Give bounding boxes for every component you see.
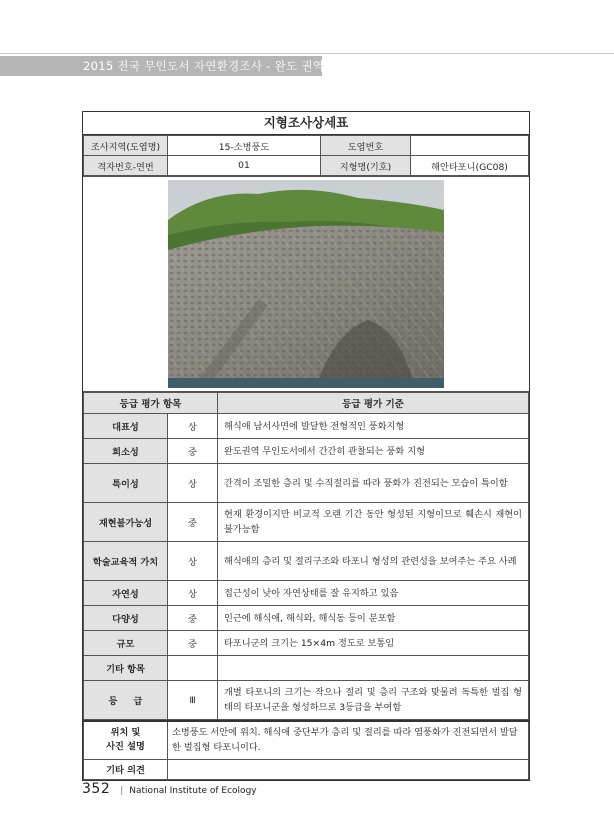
meta-row [84,136,529,156]
meta-table [83,135,529,176]
criteria-row [84,581,529,606]
photo-cell [83,176,529,392]
criteria-text: 간격이 조밀한 층리 및 수직절리를 따라 풍화가 진전되는 모습이 특이함 [218,464,529,503]
criteria-row [84,542,529,581]
page-footer [82,781,257,797]
other-row [84,759,529,779]
criteria-item-header: 등급 평가 항목 [84,393,218,414]
criteria-text: 개별 타포니의 크기는 작으나 절리 및 층리 구조와 맞물려 독특한 벌집 형태의 타포니군을 형성하므로 3등급을 부여함 [218,681,529,720]
criteria-grade: 상 [168,464,218,503]
footer-separator: | [120,786,124,796]
location-table [83,720,529,780]
criteria-row [84,464,529,503]
location-row [84,721,529,759]
survey-area-label: 조사지역(도엽명) [84,136,168,156]
criteria-row [84,606,529,631]
criteria-row [84,414,529,439]
landform-label: 지형명(기호) [321,156,411,176]
location-text: 소병풍도 서안에 위치. 해식애 중단부가 층리 및 절리를 따라 염풍화가 진전되면서 발달한 벌집형 타포니이다. [168,721,529,759]
criteria-row [84,631,529,656]
criteria-text: 해식애 남서사면에 발달한 전형적인 풍화지형 [218,414,529,439]
criteria-row-grade [84,681,529,720]
criteria-name: 특이성 [84,464,168,503]
criteria-grade: 중 [168,606,218,631]
criteria-grade [168,656,218,681]
criteria-name: 재현불가능성 [84,503,168,542]
other-label: 기타 의견 [84,759,168,779]
criteria-row [84,439,529,464]
map-no-value [411,136,529,156]
criteria-row [84,656,529,681]
criteria-name: 다양성 [84,606,168,631]
criteria-text: 완도권역 무인도서에서 간간히 관찰되는 풍화 지형 [218,439,529,464]
map-no-label: 도엽번호 [321,136,411,156]
criteria-grade: 상 [168,581,218,606]
criteria-grade: 중 [168,503,218,542]
tafoni-cliff-photo [168,180,444,388]
criteria-text: 접근성이 낮아 자연상태를 잘 유지하고 있음 [218,581,529,606]
criteria-grade: 중 [168,631,218,656]
criteria-text: 타포니군의 크기는 15×4m 정도로 보통임 [218,631,529,656]
criteria-text: 인근에 해식애, 해식와, 해식동 등이 분포함 [218,606,529,631]
criteria-standard-header: 등급 평가 기준 [218,393,529,414]
meta-row [84,156,529,176]
criteria-name: 자연성 [84,581,168,606]
header-rule [0,53,614,54]
header-band-gap [322,56,614,76]
criteria-name: 희소성 [84,439,168,464]
criteria-name: 등 급 [84,681,168,720]
criteria-grade: 상 [168,542,218,581]
criteria-grade: 중 [168,439,218,464]
footer-org: National Institute of Ecology [129,786,257,796]
criteria-header-row [84,393,529,414]
criteria-row [84,503,529,542]
grid-value: 01 [168,156,321,176]
criteria-text: 해식애의 층리 및 절리구조와 타포니 형성의 관련성을 보여주는 주요 사례 [218,542,529,581]
survey-area-value: 15-소병풍도 [168,136,321,156]
criteria-name: 기타 항목 [84,656,168,681]
card-title: 지형조사상세표 [83,112,529,135]
running-header: 2015 전국 무인도서 자연환경조사 - 완도 권역 [83,59,325,73]
landform-value: 해안타포니(GC08) [411,156,529,176]
criteria-text [218,656,529,681]
location-label: 위치 및 사진 설명 [84,721,168,759]
criteria-name: 대표성 [84,414,168,439]
criteria-grade: Ⅲ [168,681,218,720]
criteria-name: 학술교육적 가치 [84,542,168,581]
criteria-name: 규모 [84,631,168,656]
criteria-text: 현재 환경이지만 비교적 오랜 기간 동안 형성된 지형이므로 훼손시 재현이 불가능함 [218,503,529,542]
other-text [168,759,529,779]
grid-label: 격자번호-연번 [84,156,168,176]
criteria-grade: 상 [168,414,218,439]
landform-survey-card [82,111,530,781]
page-number: 352 [82,781,111,797]
criteria-table [83,392,529,720]
